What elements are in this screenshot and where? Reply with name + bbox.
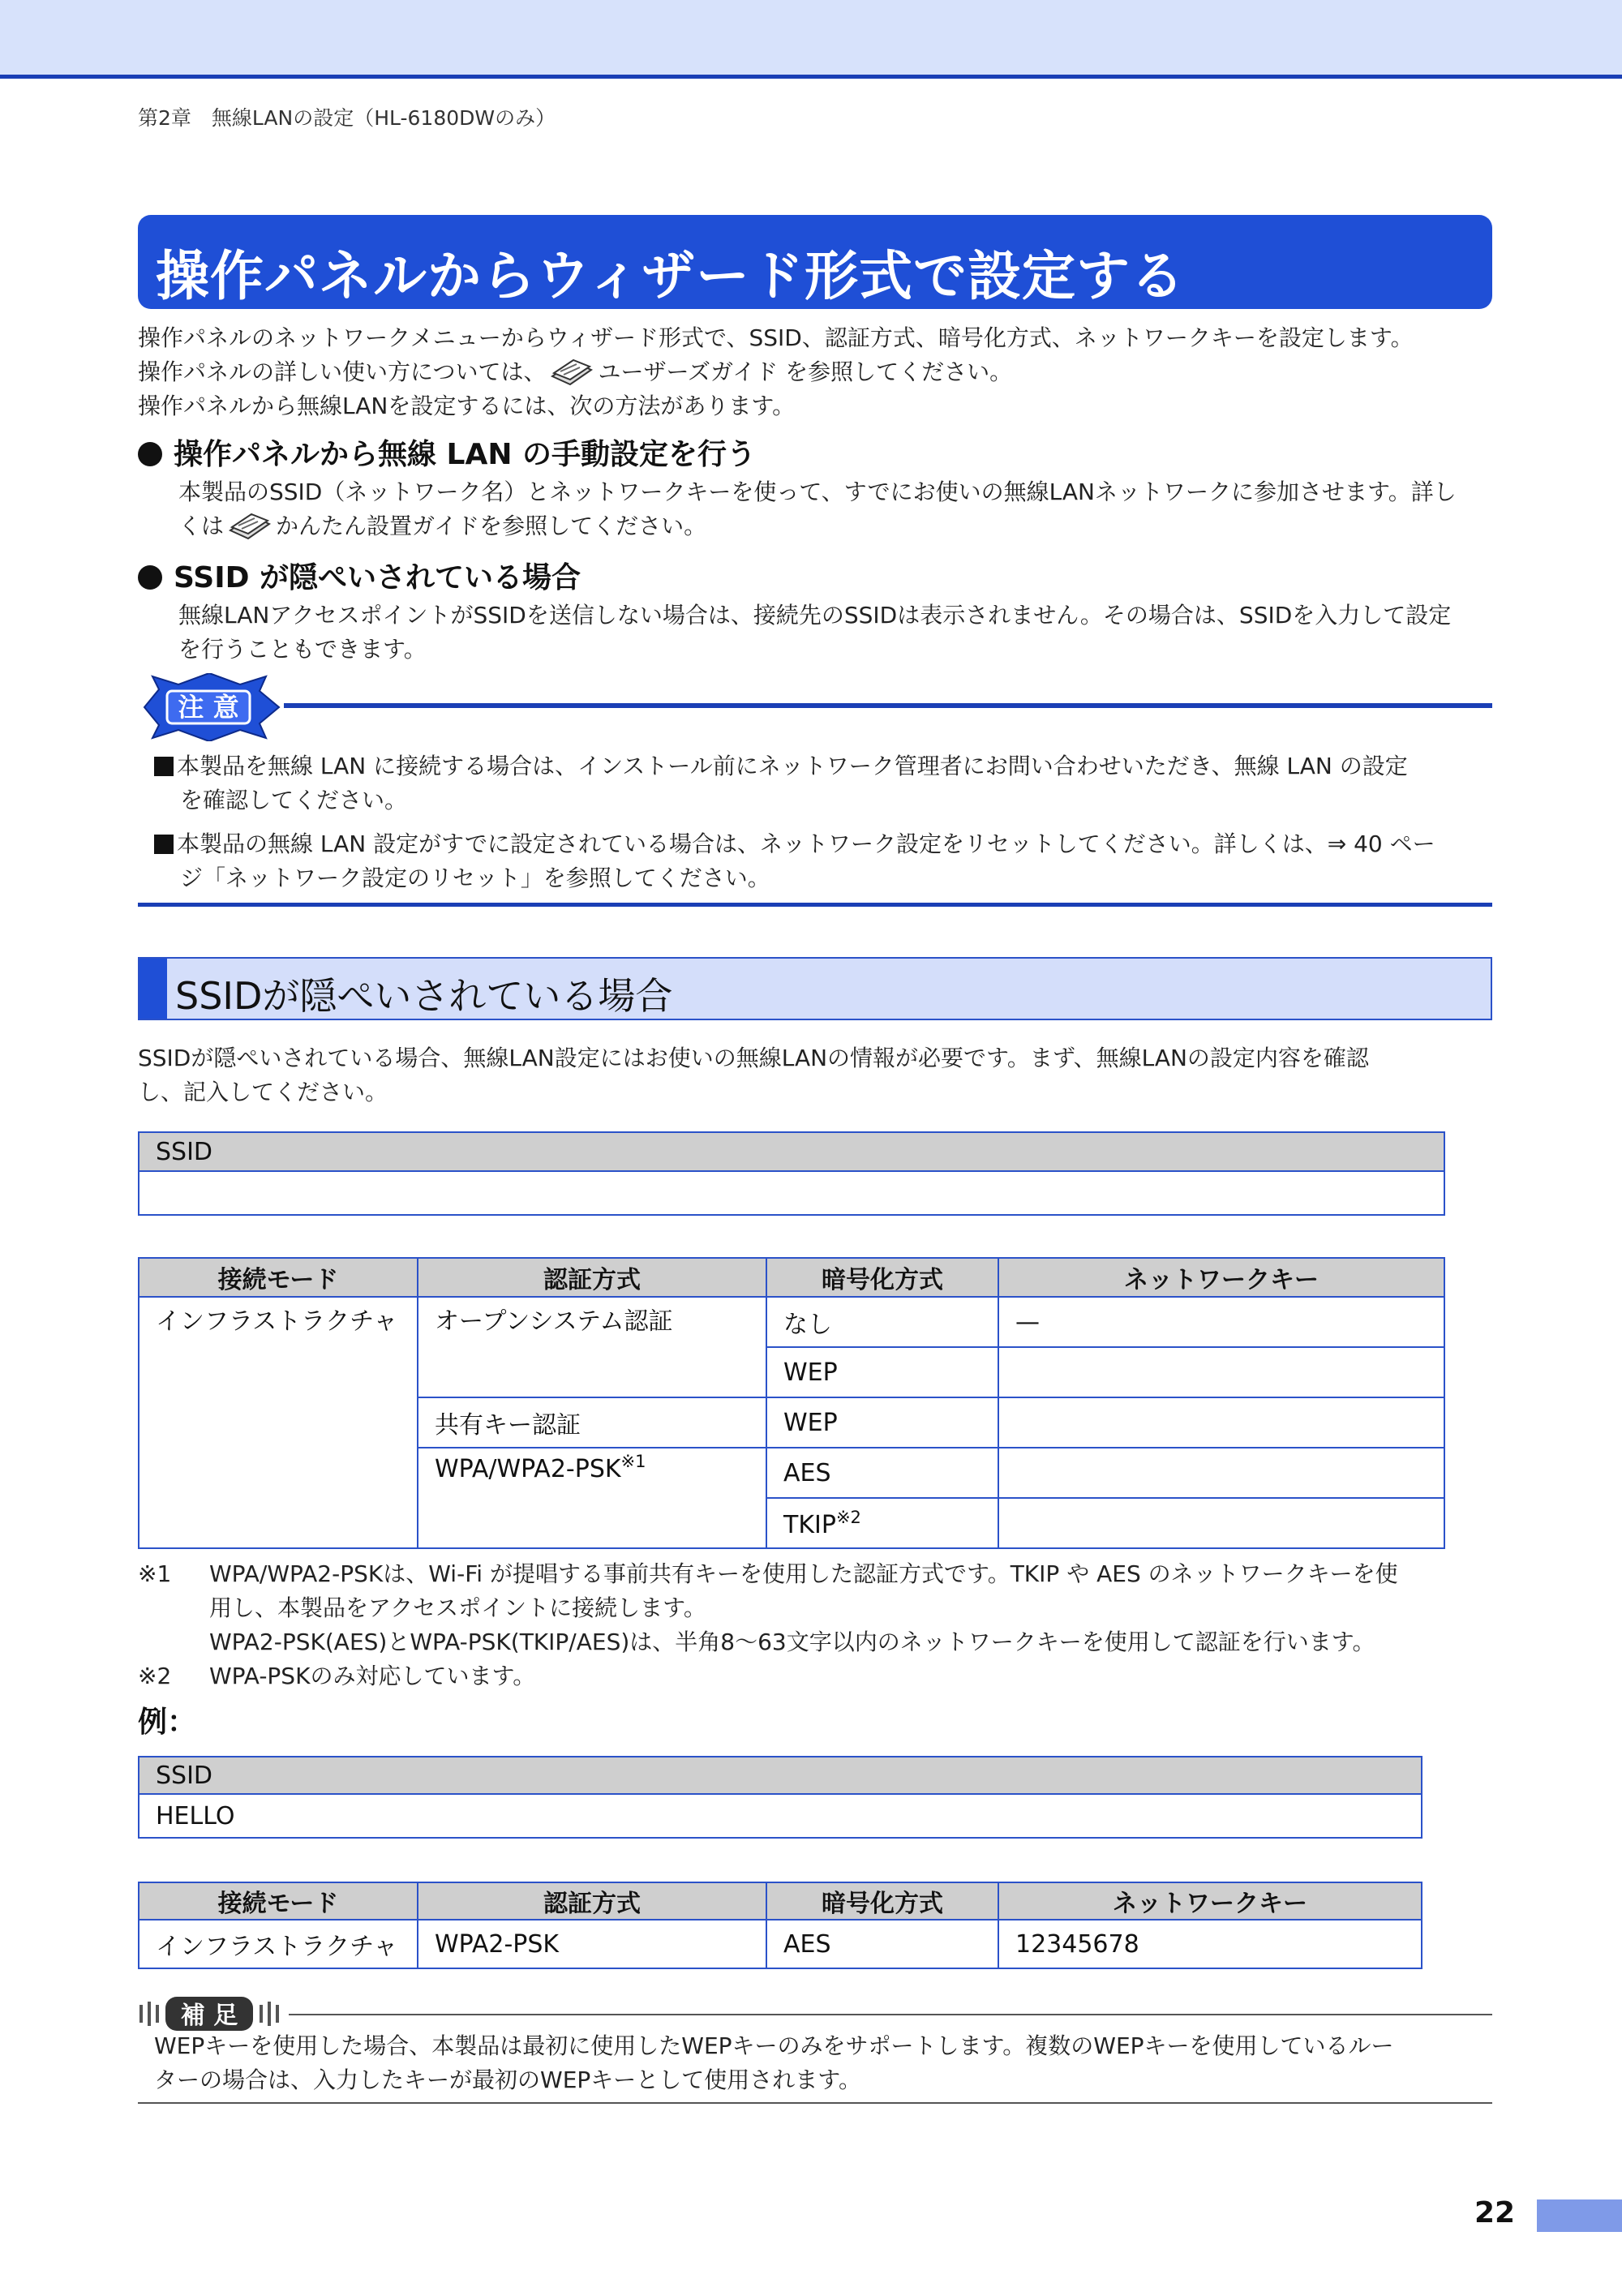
key-empty-cell (998, 1347, 1444, 1397)
key-none-cell: — (998, 1297, 1444, 1347)
example-header-key: ネットワークキー (998, 1882, 1422, 1920)
page-title-bar (138, 215, 1492, 309)
bullet2-line-1: 無線LANアクセスポイントがSSIDを送信しない場合は、接続先のSSIDは表示されません。その場合は、SSIDを入力して設定 (178, 602, 1452, 629)
book-icon (549, 358, 594, 386)
section-line-1: SSIDが隠ぺいされている場合、無線LAN設定にはお使いの無線LANの情報が必要です。まず、無線LANの設定内容を確認 (138, 1045, 1369, 1071)
enc-none-cell: なし (766, 1297, 998, 1347)
caution-divider (284, 703, 1492, 708)
example-ssid-header: SSID (139, 1757, 1422, 1794)
mode-table-header-mode: 接続モード (139, 1258, 418, 1297)
ssid-table-header: SSID (139, 1132, 1444, 1171)
book-icon (227, 513, 272, 540)
bullet-icon (138, 565, 162, 590)
key-empty-cell (998, 1397, 1444, 1448)
intro-line-2: 操作パネルの詳しい使い方については、 ユーザーズガイド を参照してください。 (138, 358, 1013, 385)
mode-table (138, 1257, 1445, 1549)
footnote-1-line-2: 用し、本製品をアクセスポイントに接続します。 (209, 1594, 706, 1621)
caution-badge (136, 673, 281, 741)
supplement-badge (136, 1993, 282, 2034)
square-bullet-icon (154, 757, 174, 776)
ssid-table (138, 1131, 1445, 1216)
caution-item-1-line-2: を確認してください。 (180, 787, 408, 813)
page-number: 22 (1474, 2196, 1516, 2229)
example-ssid-value: HELLO (139, 1794, 1422, 1838)
mode-table-header-key: ネットワークキー (998, 1258, 1444, 1297)
auth-wpa-cell: WPA/WPA2-PSK$^{※1}$ (418, 1448, 766, 1548)
intro-line-1: 操作パネルのネットワークメニューからウィザード形式で、SSID、認証方式、暗号化方式、ネットワークキーを設定します。 (138, 324, 1414, 351)
bullet-icon (138, 442, 162, 466)
section-heading: SSIDが隠ぺいされている場合 (138, 957, 1492, 1020)
page-number-bar (1537, 2199, 1622, 2232)
example-enc-cell: AES (766, 1920, 998, 1968)
caution-bottom-rule (138, 903, 1492, 907)
caution-item-2: 本製品の無線 LAN 設定がすでに設定されている場合は、ネットワーク設定をリセットしてください。詳しくは、⇒ 40 ペー (154, 827, 1435, 861)
supplement-line-1: WEPキーを使用した場合、本製品は最初に使用したWEPキーのみをサポートします。複数のWEPキーを使用しているルー (154, 2032, 1394, 2059)
example-header-mode: 接続モード (139, 1882, 418, 1920)
enc-wep-cell: WEP (766, 1397, 998, 1448)
auth-shared-cell: 共有キー認証 (418, 1397, 766, 1448)
bullet1-line-2: くは かんたん設置ガイドを参照してください。 (178, 513, 707, 539)
section-line-2: し、記入してください。 (138, 1079, 388, 1105)
mode-cell: インフラストラクチャ (139, 1297, 418, 1548)
top-band (0, 0, 1622, 79)
bullet2-line-2: を行うこともできます。 (178, 636, 427, 663)
caution-item-1: 本製品を無線 LAN に接続する場合は、インストール前にネットワーク管理者にお問い合わせいただき、無線 LAN の設定 (154, 749, 1408, 783)
enc-tkip-cell: TKIP$^{※2}$ (766, 1498, 998, 1548)
square-bullet-icon (154, 835, 174, 854)
footnote-2-line-1: WPA-PSKのみ対応しています。 (209, 1663, 536, 1689)
caution-badge-text: 注 意 (178, 692, 239, 723)
section-accent (139, 959, 167, 1019)
key-empty-cell (998, 1448, 1444, 1498)
enc-wep-cell: WEP (766, 1347, 998, 1397)
example-key-cell: 12345678 (998, 1920, 1422, 1968)
example-ssid-table (138, 1756, 1422, 1839)
key-empty-cell (998, 1498, 1444, 1548)
intro-line-3: 操作パネルから無線LANを設定するには、次の方法があります。 (138, 393, 796, 419)
ssid-table-value (139, 1171, 1444, 1215)
supplement-badge-text: 補 足 (180, 2002, 238, 2030)
supplement-line-2: ターの場合は、入力したキーが最初のWEPキーとして使用されます。 (154, 2066, 862, 2093)
mode-table-header-auth: 認証方式 (418, 1258, 766, 1297)
enc-aes-cell: AES (766, 1448, 998, 1498)
bullet1-line-1: 本製品のSSID（ネットワーク名）とネットワークキーを使って、すでにお使いの無線LANネットワークに参加させます。詳し (178, 479, 1457, 505)
supplement-divider (289, 2014, 1492, 2015)
footnote-2-mark: ※2 (138, 1663, 172, 1689)
chapter-header: 第2章 無線LANの設定（HL-6180DWのみ） (138, 106, 556, 130)
supplement-bottom-rule (138, 2102, 1492, 2104)
example-mode-cell: インフラストラクチャ (139, 1920, 418, 1968)
example-header-enc: 暗号化方式 (766, 1882, 998, 1920)
footnote-1-mark: ※1 (138, 1560, 172, 1587)
footnote-1-line-3: WPA2-PSK(AES)とWPA-PSK(TKIP/AES)は、半角8～63文字以内のネットワークキーを使用して認証を行います。 (209, 1629, 1375, 1655)
caution-item-2-line-2: ジ「ネットワーク設定のリセット」を参照してください。 (180, 865, 770, 891)
bullet-heading-1: 操作パネルから無線 LAN の手動設定を行う (138, 431, 756, 473)
auth-open-cell: オープンシステム認証 (418, 1297, 766, 1397)
example-mode-table (138, 1882, 1422, 1969)
example-label: 例： (138, 1706, 197, 1739)
example-auth-cell: WPA2-PSK (418, 1920, 766, 1968)
footnote-1-line-1: WPA/WPA2-PSKは、Wi-Fi が提唱する事前共有キーを使用した認証方式です。TKIP や AES のネットワークキーを使 (209, 1560, 1398, 1587)
page-title: 操作パネルからウィザード形式で設定する (156, 245, 1186, 307)
example-header-auth: 認証方式 (418, 1882, 766, 1920)
bullet-heading-2: SSID が隠ぺいされている場合 (138, 555, 581, 596)
mode-table-header-enc: 暗号化方式 (766, 1258, 998, 1297)
